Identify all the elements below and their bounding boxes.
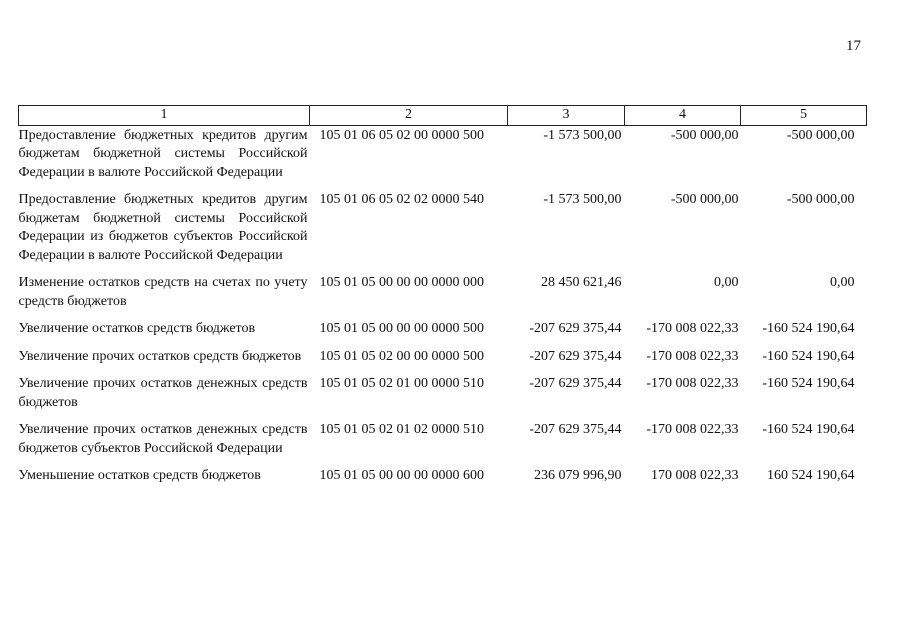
row-value-col3: -207 629 375,44 <box>529 348 622 364</box>
row-value-col3: -1 573 500,00 <box>543 127 622 143</box>
row-value-col4: 0,00 <box>714 275 739 290</box>
row-value-col5: -160 524 190,64 <box>762 376 855 391</box>
row-code: 105 01 05 00 00 00 0000 500 <box>319 321 484 336</box>
row-code: 105 01 05 02 01 02 0000 510 <box>319 422 484 437</box>
table-row <box>19 274 867 320</box>
row-code: 105 01 05 02 00 00 0000 500 <box>319 348 484 364</box>
row-value-col4: -170 008 022,33 <box>646 321 739 336</box>
row-name: Увеличение прочих остатков денежных средств бюджетов субъектов Российской Федерации <box>18 422 308 456</box>
row-value-col3: 28 450 621,46 <box>541 275 622 290</box>
column-header-2: 2 <box>310 106 508 126</box>
table-body <box>19 125 867 495</box>
table-row <box>19 320 867 348</box>
row-value-col4: -500 000,00 <box>670 127 739 143</box>
budget-sources-table <box>18 105 867 495</box>
table-row <box>19 467 867 495</box>
table-row <box>19 348 867 376</box>
row-value-col3: 236 079 996,90 <box>534 468 622 483</box>
row-code: 105 01 06 05 02 02 0000 540 <box>319 192 484 207</box>
row-value-col5: -160 524 190,64 <box>762 348 855 364</box>
row-code: 105 01 05 00 00 00 0000 000 <box>319 275 484 290</box>
row-name: Увеличение прочих остатков средств бюджетов <box>18 348 302 364</box>
row-value-col3: -207 629 375,44 <box>529 321 622 336</box>
row-code: 105 01 05 00 00 00 0000 600 <box>319 468 484 483</box>
row-name: Уменьшение остатков средств бюджетов <box>18 468 261 483</box>
row-value-col5: 160 524 190,64 <box>767 468 855 483</box>
row-value-col5: -500 000,00 <box>786 192 855 207</box>
row-code: 105 01 05 02 01 00 0000 510 <box>319 376 484 391</box>
column-header-1: 1 <box>19 106 310 126</box>
column-header-5: 5 <box>741 106 867 126</box>
table-row <box>19 421 867 467</box>
row-value-col4: -170 008 022,33 <box>646 376 739 391</box>
row-value-col4: -170 008 022,33 <box>646 422 739 437</box>
column-header-4: 4 <box>625 106 741 126</box>
row-name: Увеличение прочих остатков денежных средств бюджетов <box>18 376 308 410</box>
row-value-col4: 170 008 022,33 <box>651 468 739 483</box>
row-value-col4: -500 000,00 <box>670 192 739 207</box>
column-header-3: 3 <box>508 106 625 126</box>
row-value-col3: -207 629 375,44 <box>529 422 622 437</box>
row-value-col3: -207 629 375,44 <box>529 376 622 391</box>
row-name: Увеличение остатков средств бюджетов <box>18 321 256 336</box>
row-value-col3: -1 573 500,00 <box>543 192 622 207</box>
row-value-col5: -500 000,00 <box>786 127 855 143</box>
row-value-col5: -160 524 190,64 <box>762 422 855 437</box>
table-row <box>19 375 867 421</box>
table-row <box>19 191 867 274</box>
table-row <box>19 125 867 191</box>
row-name: Предоставление бюджетных кредитов другим бюджетам бюджетной системы Российской Федерации в валюте Российской Федерации <box>18 127 308 180</box>
row-value-col4: -170 008 022,33 <box>646 348 739 364</box>
row-name: Предоставление бюджетных кредитов другим бюджетам бюджетной системы Российской Федерации из бюджетов субъектов Российской Федерации в валюте Российской Федерации <box>18 192 308 263</box>
row-name: Изменение остатков средств на счетах по учету средств бюджетов <box>18 275 308 309</box>
page-number: 17 <box>846 38 861 54</box>
row-value-col5: 0,00 <box>830 275 855 290</box>
row-value-col5: -160 524 190,64 <box>762 321 855 336</box>
row-code: 105 01 06 05 02 00 0000 500 <box>319 127 484 143</box>
column-number-header-row <box>19 106 867 126</box>
